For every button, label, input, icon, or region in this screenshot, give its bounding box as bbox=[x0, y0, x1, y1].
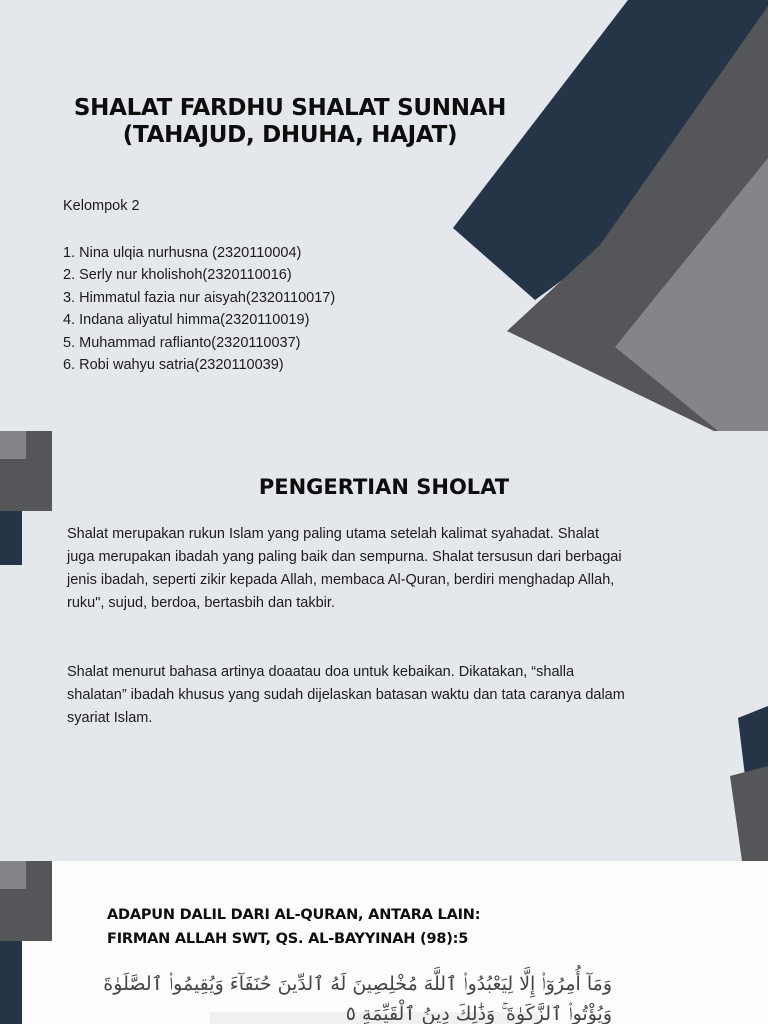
left-light-gray-block bbox=[0, 861, 26, 889]
member-item: 5. Muhammad raflianto(2320110037) bbox=[63, 334, 301, 351]
member-item: 4. Indana aliyatul himma(2320110019) bbox=[63, 312, 310, 329]
dalil-slide bbox=[0, 861, 768, 1024]
paragraph-definition: Shalat merupakan rukun Islam yang paling utama setelah kalimat syahadat. Shalat juga merupakan ibadah yang paling baik dan sempurna. Shalat tersusun dari berbagai jenis ibadah, seperti zikir kepada Allah, membaca Al-Quran, berdiri menghadap Allah, ruku", sujud, berdoa, bertasbih dan takbir. bbox=[67, 526, 622, 611]
left-light-gray-block bbox=[0, 431, 26, 459]
pengertian-slide bbox=[0, 431, 768, 861]
member-list bbox=[63, 242, 335, 376]
presentation-title bbox=[40, 95, 540, 149]
right-dark-gray-block bbox=[730, 766, 768, 861]
dalil-line-1: ADAPUN DALIL DARI AL-QURAN, ANTARA LAIN: bbox=[107, 907, 481, 923]
member-item: 2. Serly nur kholishoh(2320110016) bbox=[63, 267, 292, 284]
title-line-2: (TAHAJUD, DHUHA, HAJAT) bbox=[122, 122, 458, 148]
section-heading: PENGERTIAN SHOLAT bbox=[258, 475, 510, 499]
dalil-heading bbox=[107, 903, 480, 951]
quran-verse: وَمَآ أُمِرُوٓا۟ إِلَّا لِيَعْبُدُوا۟ ٱللَّهَ مُخْلِصِينَ لَهُ ٱلدِّينَ حُنَفَآءَ وَيُقِيمُوا۟ ٱلصَّلَوٰةَ وَيُؤْتُوا۟ ٱلزَّكَوٰةَ ۚ وَذَٰلِكَ دِينُ ٱلْقَيِّمَةِ ٥ bbox=[103, 973, 612, 1024]
member-item: 1. Nina ulqia nurhusna (2320110004) bbox=[63, 245, 302, 261]
title-line-1: SHALAT FARDHU SHALAT SUNNAH bbox=[73, 95, 507, 121]
member-item: 6. Robi wahyu satria(2320110039) bbox=[63, 357, 284, 374]
member-item: 3. Himmatul fazia nur aisyah(2320110017) bbox=[63, 289, 336, 306]
paragraph-language-meaning: Shalat menurut bahasa artinya doaatau doa untuk kebaikan. Dikatakan, “shalla shalatan” ibadah khusus yang sudah dijelaskan batasan waktu dan tata caranya dalam syariat Islam. bbox=[67, 664, 625, 726]
cover-slide bbox=[0, 0, 768, 431]
right-navy-block bbox=[738, 706, 768, 776]
group-label: Kelompok 2 bbox=[63, 198, 140, 214]
left-navy-block bbox=[0, 941, 22, 1024]
dalil-line-2: FIRMAN ALLAH SWT, QS. AL-BAYYINAH (98):5 bbox=[107, 931, 469, 947]
